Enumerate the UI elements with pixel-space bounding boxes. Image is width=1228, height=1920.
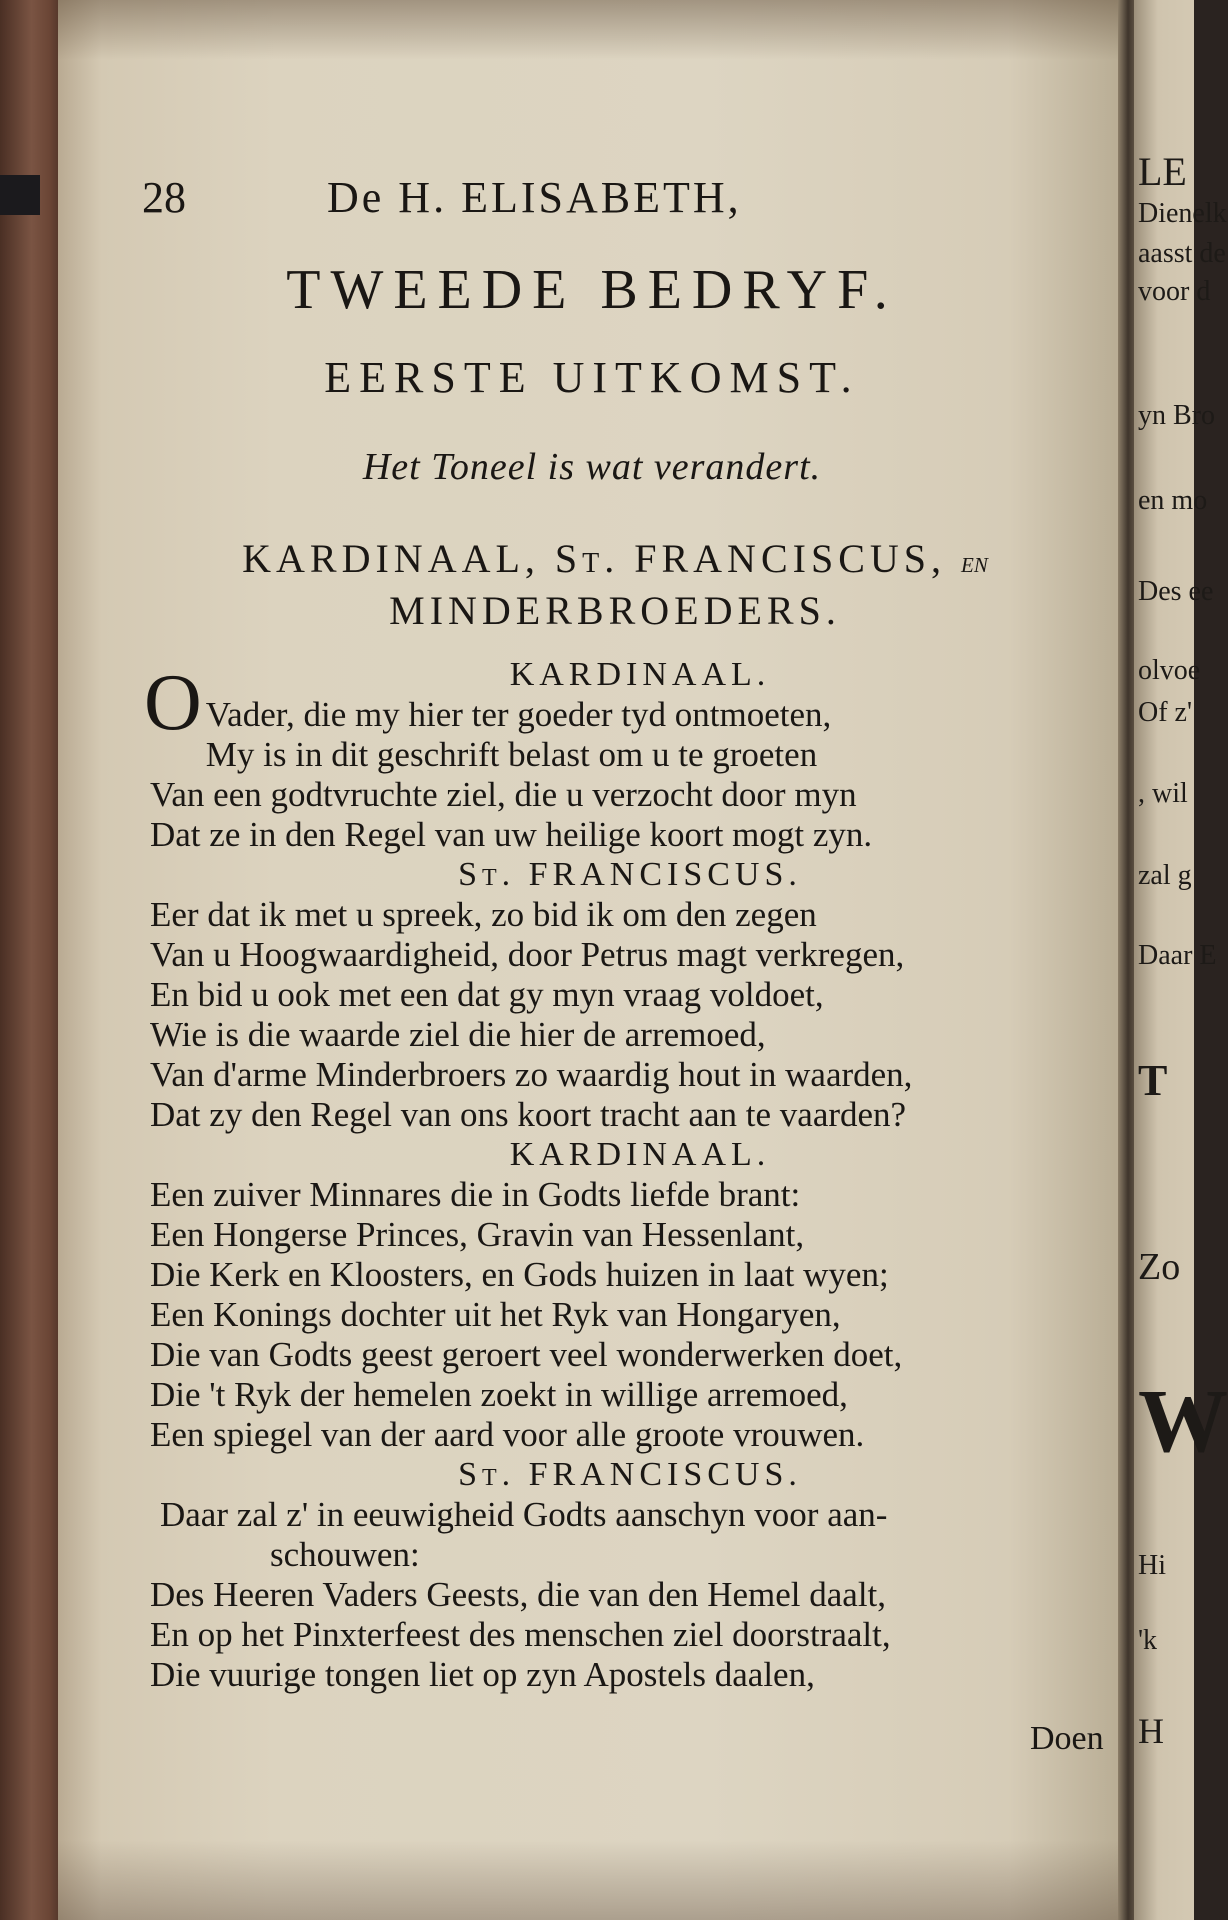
verse-text: Vader, die my hier ter goeder tyd ontmoeten, xyxy=(205,695,832,734)
facing-text: W xyxy=(1138,1372,1228,1471)
facing-text: Dienelk xyxy=(1138,198,1227,229)
verse-line: Wie is die waarde ziel die hier de arremoed, xyxy=(150,1015,766,1054)
facing-text: voor d xyxy=(1138,276,1211,307)
facing-text: aasst de xyxy=(1138,238,1226,269)
verse-line: Des Heeren Vaders Geests, die van den Hemel daalt, xyxy=(150,1575,887,1614)
facing-text: Zo xyxy=(1138,1246,1181,1288)
verse-line: Een spiegel van der aard voor alle groote vrouwen. xyxy=(150,1415,865,1454)
verse-line: Een Konings dochter uit het Ryk van Hongaryen, xyxy=(150,1295,841,1334)
verse-line: Van d'arme Minderbroers zo waardig hout in waarden, xyxy=(150,1055,913,1094)
verse-block xyxy=(144,655,1110,1695)
facing-text: yn Bro xyxy=(1138,400,1215,431)
verse-line: Die Kerk en Kloosters, en Gods huizen in laat wyen; xyxy=(150,1255,889,1294)
verse-line: Daar zal z' in eeuwigheid Godts aanschyn voor aan- xyxy=(160,1495,888,1534)
page-number: 28 xyxy=(142,173,186,222)
character-list xyxy=(130,535,1100,635)
verse-line: schouwen: xyxy=(270,1535,420,1574)
verse-line: Die van Godts geest geroert veel wonderwerken doet, xyxy=(150,1335,903,1374)
running-head xyxy=(142,172,982,232)
verse-line: Die 't Ryk der hemelen zoekt in willige arremoed, xyxy=(150,1375,848,1414)
verse-line: Eer dat ik met u spreek, zo bid ik om den zegen xyxy=(150,895,817,934)
character-list-line xyxy=(130,535,1100,587)
speaker-heading: KARDINAAL. xyxy=(509,656,771,693)
facing-text: en mo xyxy=(1138,485,1208,516)
verse-line: Die vuurige tongen liet op zyn Apostels daalen, xyxy=(150,1655,815,1694)
running-title: De H. ELISABETH, xyxy=(327,173,742,222)
verse-line: Een zuiver Minnares die in Godts liefde brant: xyxy=(150,1175,801,1214)
character-list-line: MINDERBROEDERS. xyxy=(389,588,841,633)
verse-line: En bid u ook met een dat gy myn vraag voldoet, xyxy=(150,975,824,1014)
catchword: Doen xyxy=(1030,1720,1104,1757)
verse-line: My is in dit geschrift belast om u te groeten xyxy=(205,735,818,774)
speaker-heading: KARDINAAL. xyxy=(509,1136,771,1173)
verse-line: En op het Pinxterfeest des menschen ziel doorstraalt, xyxy=(150,1615,891,1654)
verse-line: Dat ze in den Regel van uw heilige koort mogt zyn. xyxy=(150,815,873,854)
speaker-heading: St. FRANCISCUS. xyxy=(458,856,802,893)
verse-line: Van u Hoogwaardigheid, door Petrus magt verkregen, xyxy=(150,935,905,974)
facing-text: LE xyxy=(1138,149,1187,194)
facing-text: olvoe xyxy=(1138,655,1201,686)
character-conjunction: en xyxy=(961,546,988,579)
verse-line: Dat zy den Regel van ons koort tracht aan te vaarden? xyxy=(150,1095,907,1134)
facing-text: Daar E xyxy=(1138,940,1217,971)
facing-text: Of z' xyxy=(1138,697,1193,728)
verse-line: Van een godtvruchte ziel, die u verzocht door myn xyxy=(150,775,857,814)
stage-setting: Het Toneel is wat verandert. xyxy=(362,446,822,488)
facing-text: , wil xyxy=(1138,778,1188,809)
facing-text: zal g xyxy=(1138,860,1192,891)
facing-text: H xyxy=(1138,1711,1164,1751)
character-names: KARDINAAL, St. FRANCISCUS, xyxy=(242,536,947,581)
facing-text: Des ee xyxy=(1138,576,1214,607)
drop-cap: O xyxy=(144,659,202,747)
scene-title: EERSTE UITKOMST. xyxy=(324,353,860,402)
facing-text: Hi xyxy=(1138,1550,1166,1581)
facing-page xyxy=(1134,0,1228,1920)
facing-text: 'k xyxy=(1138,1625,1158,1656)
background-gap xyxy=(0,175,40,215)
verse-line: Een Hongerse Princes, Gravin van Hessenlant, xyxy=(150,1215,805,1254)
act-title: TWEEDE BEDRYF. xyxy=(286,259,898,321)
facing-text: T xyxy=(1138,1056,1168,1105)
speaker-heading: St. FRANCISCUS. xyxy=(458,1456,802,1493)
